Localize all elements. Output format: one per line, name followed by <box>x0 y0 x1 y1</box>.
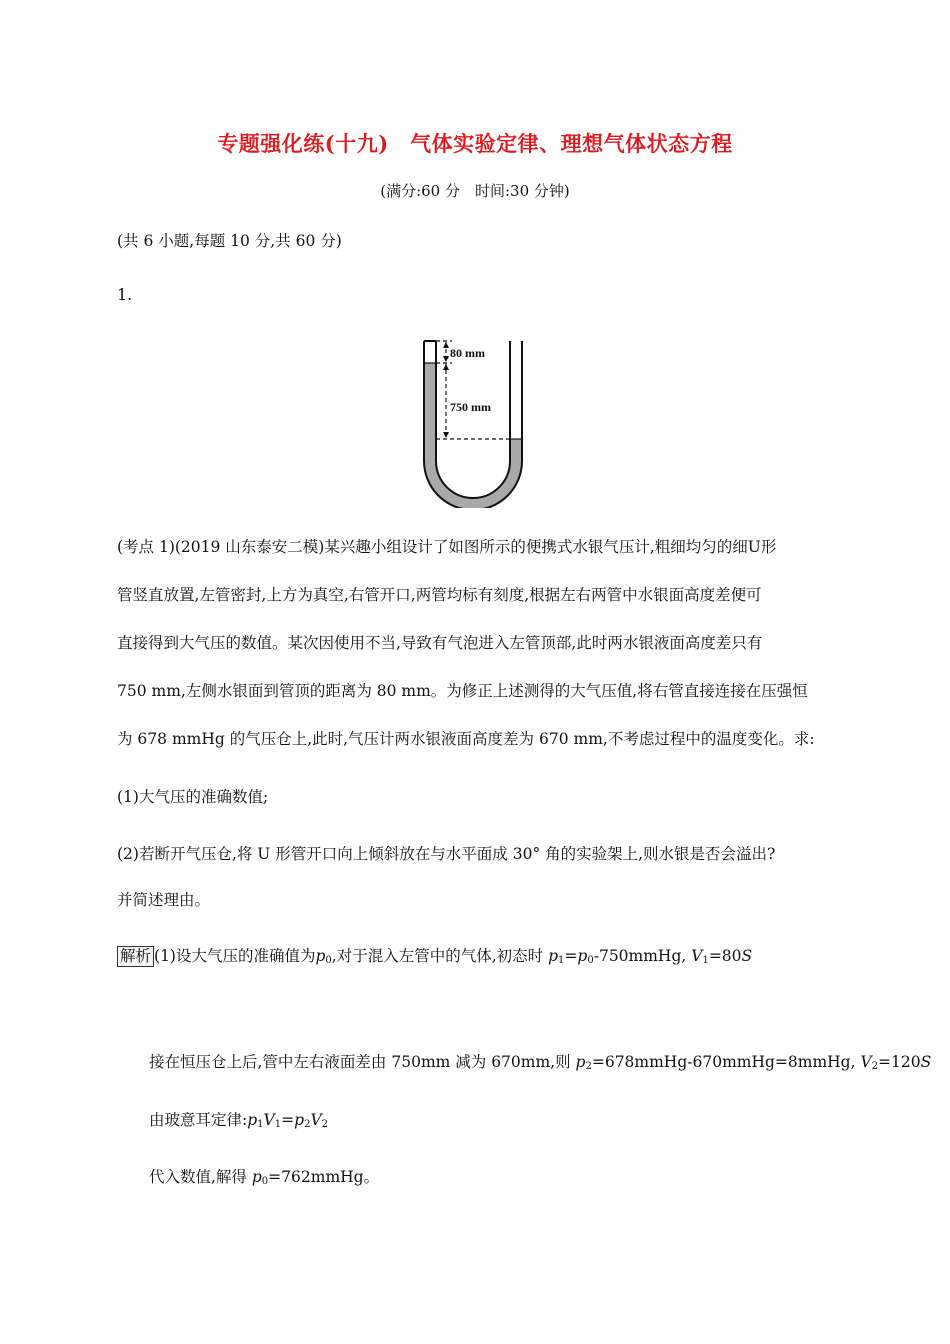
solution-line-4: 代入数值,解得 $p_0=762mmHg$。 <box>149 1168 380 1187</box>
stem-line-3: 直接得到大气压的数值。某次因使用不当,导致有气泡进入左管顶部,此时两水银液面高度差只有 <box>117 634 763 652</box>
solution-line-1: 解析 (1)设大气压的准确值为$p_0$,对于混入左管中的气体,初态时 $p_1=p_0-750mmHg$, $V_1=80S$ <box>117 944 752 967</box>
u-tube-barometer-figure <box>414 336 534 508</box>
solution-line-2: 接在恒压仓上后,管中左右液面差由 750mm 减为 670mm,则 $p_2=678mmHg-670mmHg=8mmHg$, $V_2=120S$ <box>149 1053 932 1072</box>
label-80mm: 80 mm <box>450 346 485 360</box>
solution-line-3: 由玻意耳定律$:p_1V_1=p_2V_2$ <box>149 1111 329 1130</box>
stem-line-2: 管竖直放置,左管密封,上方为真空,右管开口,两管均标有刻度,根据左右两管中水银面高度差便可 <box>117 586 762 604</box>
question-number: 1. <box>117 285 133 304</box>
page-title: 专题强化练(十九) 气体实验定律、理想气体状态方程 <box>217 131 733 156</box>
solution-label: 解析 <box>117 946 154 967</box>
stem-line-1: (考点 1)(2019 山东泰安二模)某兴趣小组设计了如图所示的便携式水银气压计,粗细均匀的细U形 <box>117 538 777 556</box>
sub-question-1: (1)大气压的准确数值; <box>117 788 269 806</box>
stem-line-4: 750 mm,左侧水银面到管顶的距离为 80 mm。为修正上述测得的大气压值,将右管直接连接在压强恒 <box>117 682 808 700</box>
score-time-info: (满分:60 分 时间:30 分钟) <box>380 182 570 200</box>
mercury-column <box>424 363 522 508</box>
sub-question-2-line-1: (2)若断开气压仓,将 U 形管开口向上倾斜放在与水平面成 30° 角的实验架上,则水银是否会溢出? <box>117 845 776 863</box>
label-750mm: 750 mm <box>450 400 491 414</box>
instruction: (共 6 小题,每题 10 分,共 60 分) <box>117 232 342 250</box>
stem-line-5: 为 678 mmHg 的气压仓上,此时,气压计两水银液面高度差为 670 mm,不考虑过程中的温度变化。求: <box>117 730 815 748</box>
sub-question-2-line-2: 并简述理由。 <box>117 891 211 909</box>
